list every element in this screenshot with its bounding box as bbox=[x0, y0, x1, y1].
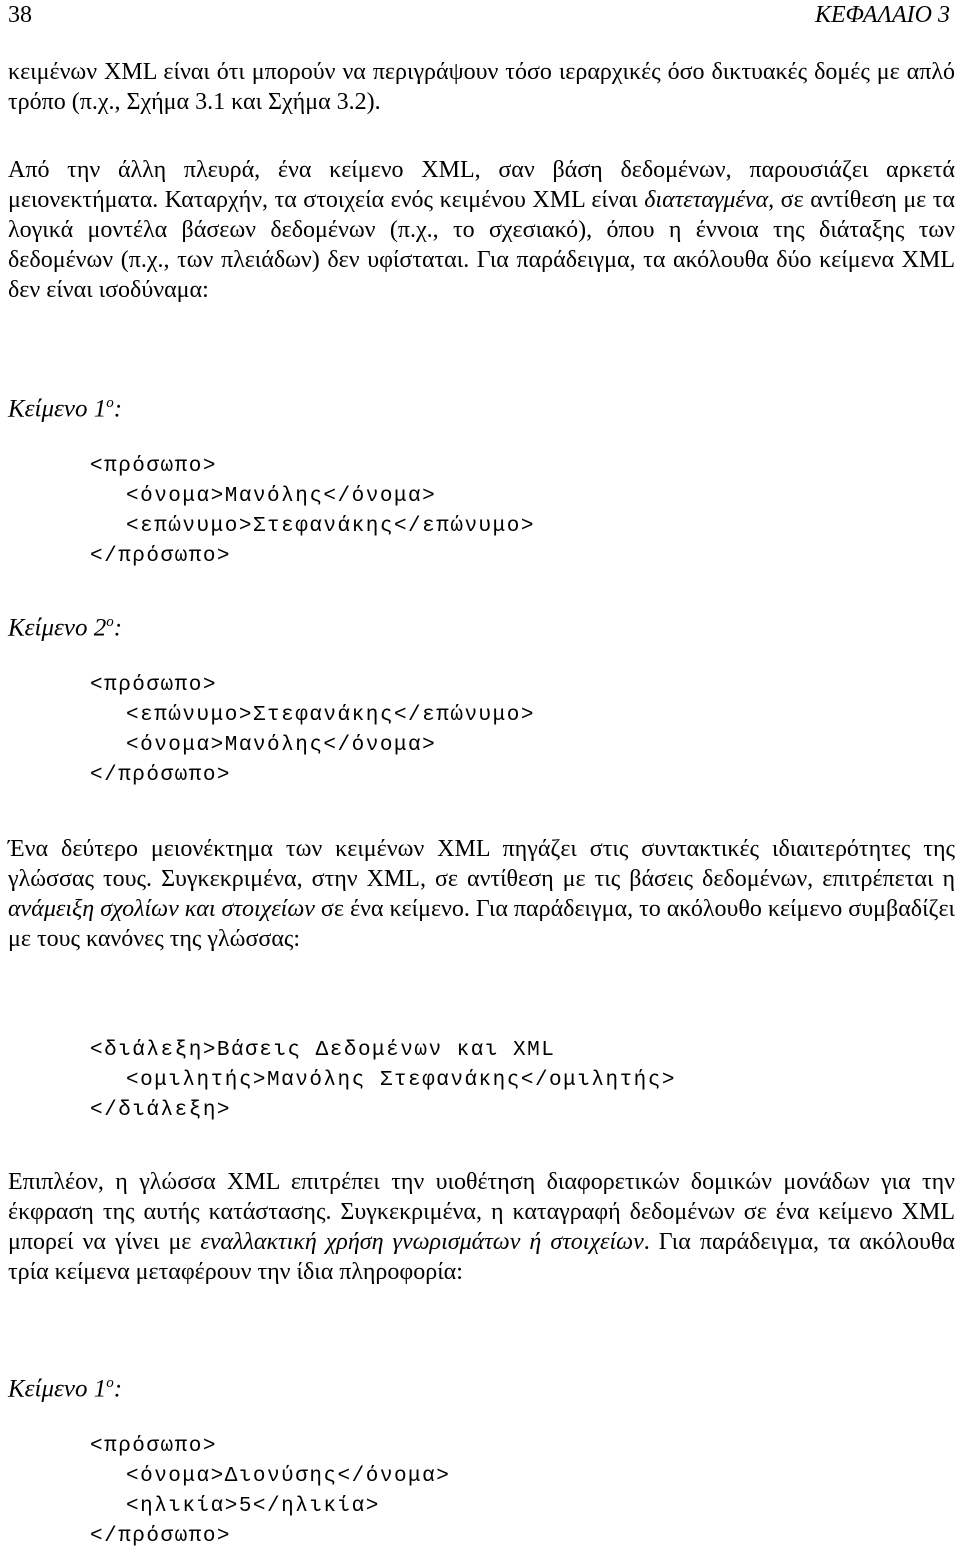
emphasis-mixing: ανάμειξη σχολίων και στοιχείων bbox=[8, 896, 315, 922]
code-line: </διάλεξη> bbox=[90, 1099, 232, 1122]
example-label-2: Κείμενο $2^o$: bbox=[8, 614, 123, 642]
code-line: <ομιλητής>Μανόλης Στεφανάκης</ομιλητής> bbox=[126, 1069, 676, 1092]
code-block-2 bbox=[90, 671, 535, 791]
code-line: <επώνυμο>Στεφανάκης</επώνυμο> bbox=[126, 704, 535, 727]
example-label-1: Κείμενο $1^o$: bbox=[8, 395, 123, 423]
code-line: <όνομα>Διονύσης</όνομα> bbox=[126, 1465, 451, 1488]
page-header bbox=[8, 2, 950, 32]
chapter-title: ΚΕΦΑΛΑΙΟ 3 bbox=[814, 2, 950, 28]
code-line: <επώνυμο>Στεφανάκης</επώνυμο> bbox=[126, 515, 535, 538]
code-block-4 bbox=[90, 1432, 450, 1552]
example-label-3: Κείμενο $1^o$: bbox=[8, 1375, 123, 1403]
code-line: <διάλεξη>Βάσεις Δεδομένων και XML bbox=[90, 1039, 556, 1062]
code-line: </πρόσωπο> bbox=[90, 1525, 232, 1548]
code-line: <ηλικία>5</ηλικία> bbox=[126, 1495, 380, 1518]
emphasis-alternative: εναλλακτική χρήση γνωρισμάτων ή στοιχείων bbox=[200, 1229, 644, 1255]
emphasis-ordered: διατεταγμένα bbox=[644, 187, 769, 213]
code-line: <πρόσωπο> bbox=[90, 455, 217, 478]
code-line: </πρόσωπο> bbox=[90, 545, 232, 568]
page-number: 38 bbox=[8, 2, 32, 28]
paragraph-3: Ένα δεύτερο μειονέκτημα των κειμένων XML πηγάζει στις συντακτικές ιδιαιτερότητες της γλώσσας τους. Συγκεκριμένα, στην XML, σε αντίθεση με τις βάσεις δεδομένων, επιτρέπεται η ανάμειξη σχολίων και στοιχείων σε ένα κείμενο. Για παράδειγμα, το ακόλουθο κείμενο συμβαδίζει με τους κανόνες της γλώσσας: bbox=[8, 836, 955, 952]
code-block-1 bbox=[90, 452, 535, 572]
paragraph-1: κειμένων XML είναι ότι μπορούν να περιγράψουν τόσο ιεραρχικές όσο δικτυακές δομές με απλό τρόπο (π.χ., Σχήμα 3.1 και Σχήμα 3.2). bbox=[8, 59, 955, 115]
code-line: <όνομα>Μανόλης</όνομα> bbox=[126, 485, 437, 508]
code-block-3 bbox=[90, 1036, 676, 1126]
paragraph-4: Επιπλέον, η γλώσσα XML επιτρέπει την υιοθέτηση διαφορετικών δομικών μονάδων για την έκφραση της αυτής κατάστασης. Συγκεκριμένα, η καταγραφή δεδομένων σε ένα κείμενο XML μπορεί να γίνει με εναλλακτική χρήση γνωρισμάτων ή στοιχείων. Για παράδειγμα, τα ακόλουθα τρία κείμενα μεταφέρουν την ίδια πληροφορία: bbox=[8, 1169, 955, 1285]
code-line: <πρόσωπο> bbox=[90, 1435, 217, 1458]
code-line: </πρόσωπο> bbox=[90, 764, 232, 787]
paragraph-2: Από την άλλη πλευρά, ένα κείμενο XML, σαν βάση δεδομένων, παρουσιάζει αρκετά μειονεκτήματα. Καταρχήν, τα στοιχεία ενός κειμένου XML είναι διατεταγμένα, σε αντίθεση με τα λογικά μοντέλα βάσεων δεδομένων (π.χ., το σχεσιακό), όπου η έννοια της διάταξης των δεδομένων (π.χ., των πλειάδων) δεν υφίσταται. Για παράδειγμα, τα ακόλουθα δύο κείμενα XML δεν είναι ισοδύναμα: bbox=[8, 157, 955, 303]
code-line: <όνομα>Μανόλης</όνομα> bbox=[126, 734, 437, 757]
code-line: <πρόσωπο> bbox=[90, 674, 217, 697]
